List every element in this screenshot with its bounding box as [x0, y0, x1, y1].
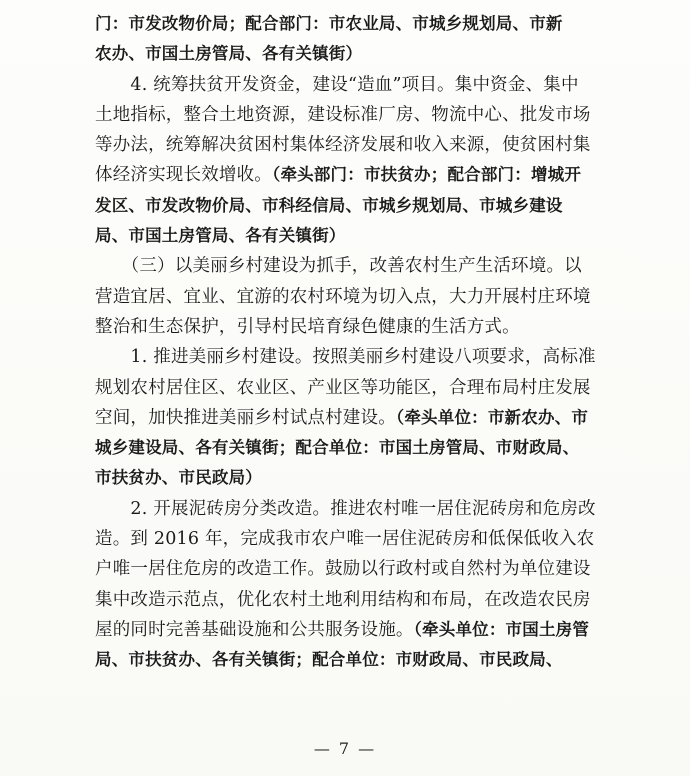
- text-line: [95, 585, 600, 615]
- text-segment: 2. 开展泥砖房分类改造。推进农村唯一居住泥砖房和危房改: [95, 498, 596, 519]
- bold-text-segment: 局、市扶贫办、各有关镇街；配合单位：市财政局、市民政局、: [95, 650, 563, 670]
- text-line: [95, 191, 600, 221]
- bold-text-segment: 门：市发改物价局；配合部门：市农业局、市城乡规划局、市新: [95, 14, 563, 33]
- bold-text-segment: 市扶贫办、市民政局）: [95, 468, 262, 488]
- text-segment: 屋的同时完善基础设施和公共服务设施。: [95, 619, 414, 640]
- text-segment: 空间，加快推进美丽乡村试点村建设。: [95, 407, 396, 428]
- text-line: [95, 403, 600, 433]
- text-segment: 整治和生态保护，引导村民培育绿色健康的生活方式。: [95, 316, 520, 337]
- text-segment: （三）以美丽乡村建设为抓手，改善农村生产生活环境。以: [95, 256, 582, 277]
- paragraph-section-3: [95, 251, 600, 342]
- text-line: [95, 282, 600, 312]
- text-line: [95, 221, 600, 251]
- paragraph-item-1: [95, 342, 600, 493]
- text-line: [95, 373, 600, 403]
- page-number: — 7 —: [313, 739, 377, 758]
- bold-text-segment: （牵头单位：市国土房管: [413, 619, 590, 639]
- bold-text-segment: （牵头单位：市新农办、市: [395, 407, 589, 427]
- text-segment: 体经济实现长效增收。: [95, 165, 272, 186]
- text-line: [95, 524, 600, 554]
- text-line: [95, 312, 600, 342]
- text-segment: 营造宜居、宜业、宜游的农村环境为切入点，大力开展村庄环境: [95, 286, 591, 307]
- text-segment: 造。到 2016 年，完成我市农户唯一居住泥砖房和低保低收入农: [95, 529, 595, 550]
- text-segment: 户唯一居住危房的改造工作。鼓励以行政村或自然村为单位建设: [95, 559, 591, 580]
- text-line: [95, 342, 600, 372]
- text-segment: 规划农村居住区、农业区、产业区等功能区，合理布局村庄发展: [95, 377, 591, 398]
- text-line: [95, 494, 600, 524]
- text-line: [95, 251, 600, 281]
- text-segment: 土地指标，整合土地资源，建设标准厂房、物流中心、批发市场: [95, 104, 591, 125]
- text-line: [95, 554, 600, 584]
- paragraph-item-4: [95, 70, 600, 252]
- bold-text-segment: 局、市国土房管局、各有关镇街）: [95, 226, 346, 246]
- text-line: [95, 39, 600, 69]
- bold-text-segment: 发区、市发改物价局、市科经信局、市城乡规划局、市城乡建设: [95, 195, 563, 215]
- text-line: [95, 100, 600, 130]
- text-line: [95, 615, 600, 645]
- bold-text-segment: 城乡建设局、各有关镇街；配合单位：市国土房管局、市财政局、: [95, 438, 580, 458]
- text-line: [95, 160, 600, 190]
- bold-text-segment: 农办、市国土房管局、各有关镇街）: [95, 44, 363, 64]
- text-line: [95, 70, 600, 100]
- text-segment: 等办法，统筹解决贫困村集体经济发展和收入来源，使贫困村集: [95, 135, 591, 156]
- text-line: [95, 433, 600, 463]
- text-line: [95, 645, 600, 675]
- text-segment: 集中改造示范点，优化农村土地利用结构和布局，在改造农民房: [95, 589, 591, 610]
- document-body: [95, 9, 600, 676]
- text-segment: 4. 统筹扶贫开发资金，建设“造血”项目。集中资金、集中: [95, 74, 579, 95]
- paragraph-cont-top: [95, 9, 600, 70]
- paragraph-item-2: [95, 494, 600, 676]
- text-line: [95, 130, 600, 160]
- text-segment: 1. 推进美丽乡村建设。按照美丽乡村建设八项要求，高标准: [95, 347, 596, 368]
- text-line: [95, 9, 600, 39]
- bold-text-segment: （牵头部门：市扶贫办；配合部门：增城开: [272, 165, 582, 185]
- text-line: [95, 463, 600, 493]
